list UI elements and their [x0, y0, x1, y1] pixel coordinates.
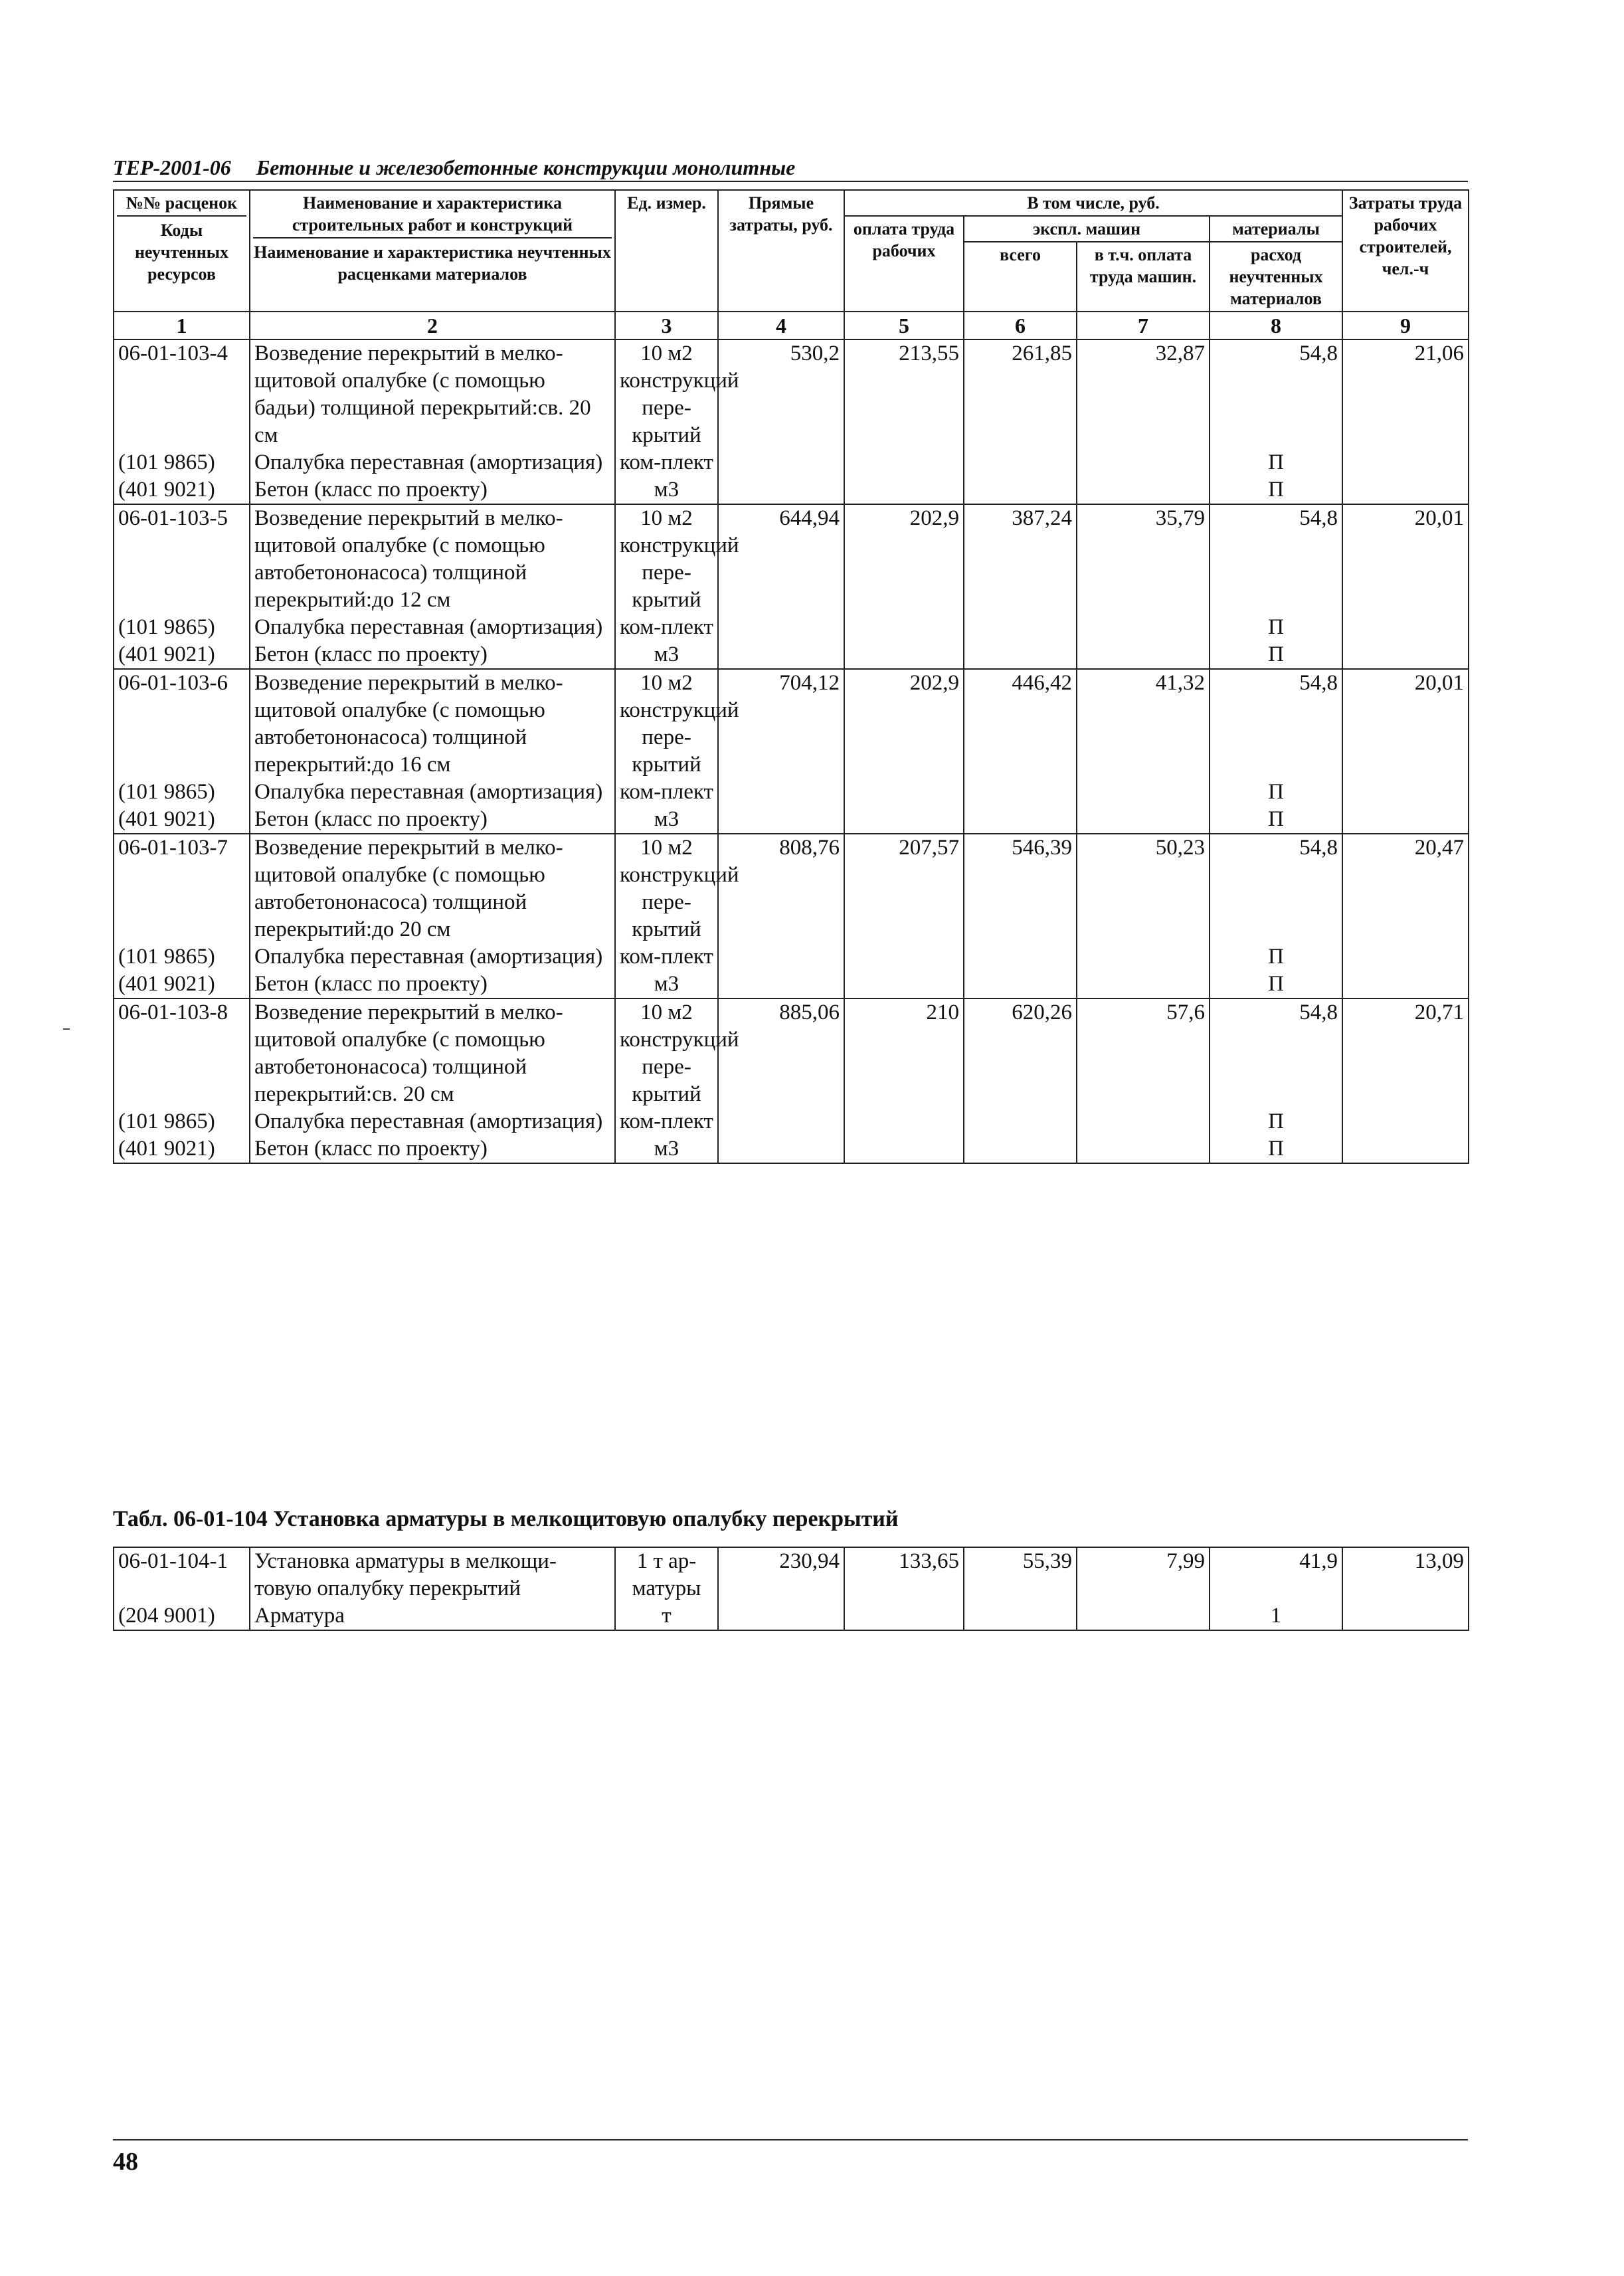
- rate-code: 06-01-104-1: [114, 1547, 250, 1602]
- rate-code: (204 9001): [114, 1602, 250, 1630]
- rate-name: Бетон (класс по проекту): [250, 806, 615, 834]
- machines-labor: [1077, 1135, 1210, 1163]
- rate-name: Возведение перекрытий в мелко-щитовой опалубке (с помощью бадьи) толщиной перекрытий:св. 20 см: [250, 339, 615, 449]
- unit-cell: 1 т ар-матуры: [615, 1547, 718, 1602]
- machines-labor: 41,32: [1077, 669, 1210, 779]
- resource-row: [114, 806, 1469, 834]
- rate-code: 06-01-103-8: [114, 998, 250, 1108]
- labor-pay: 202,9: [844, 669, 964, 779]
- column-number: 1: [114, 312, 250, 339]
- resource-row: [114, 476, 1469, 504]
- materials-cell: П: [1210, 1135, 1342, 1163]
- materials-cell: 54,8: [1210, 339, 1342, 449]
- column-machines-total: всего: [964, 242, 1077, 312]
- table-104: [113, 1547, 1469, 1631]
- machines-labor: 7,99: [1077, 1547, 1210, 1602]
- labor-cost: [1342, 1135, 1469, 1163]
- labor-pay: [844, 806, 964, 834]
- unit-cell: м3: [615, 476, 718, 504]
- labor-cost: 20,47: [1342, 834, 1469, 943]
- machines-total: [964, 779, 1077, 806]
- machines-total: [964, 614, 1077, 641]
- labor-pay: 213,55: [844, 339, 964, 449]
- materials-name-header: Наименование и характеристика неучтенных расценками материалов: [254, 242, 611, 284]
- direct-costs: 704,12: [718, 669, 844, 779]
- materials-cell: 54,8: [1210, 998, 1342, 1108]
- labor-pay: [844, 476, 964, 504]
- direct-costs: [718, 614, 844, 641]
- labor-cost: 20,71: [1342, 998, 1469, 1108]
- labor-cost: [1342, 614, 1469, 641]
- machines-labor: [1077, 614, 1210, 641]
- materials-cell: П: [1210, 614, 1342, 641]
- unit-cell: 10 м2 конструкций пере-крытий: [615, 669, 718, 779]
- labor-pay: 202,9: [844, 504, 964, 614]
- column-machines-labor: в т.ч. оплата труда машин.: [1077, 242, 1210, 312]
- rate-name: Возведение перекрытий в мелко-щитовой опалубке (с помощью автобетононасоса) толщиной перекрытий:до 16 см: [250, 669, 615, 779]
- machines-labor: 32,87: [1077, 339, 1210, 449]
- resource-row: [114, 971, 1469, 998]
- unit-cell: 10 м2 конструкций пере-крытий: [615, 339, 718, 449]
- labor-cost: [1342, 943, 1469, 971]
- rate-code: (101 9865): [114, 1108, 250, 1135]
- rate-name: Бетон (класс по проекту): [250, 476, 615, 504]
- labor-cost: 21,06: [1342, 339, 1469, 449]
- column-incl: В том числе, руб.: [844, 190, 1342, 216]
- rate-code: (401 9021): [114, 476, 250, 504]
- materials-cell: 41,9: [1210, 1547, 1342, 1602]
- machines-total: [964, 476, 1077, 504]
- materials-cell: 54,8: [1210, 834, 1342, 943]
- rates-table: [113, 189, 1469, 1164]
- machines-total: 261,85: [964, 339, 1077, 449]
- rate-name: Опалубка переставная (амортизация): [250, 614, 615, 641]
- machines-labor: 57,6: [1077, 998, 1210, 1108]
- labor-cost: [1342, 1108, 1469, 1135]
- column-labor-pay: оплата труда рабочих: [844, 216, 964, 312]
- column-materials-unaccounted: расход неучтенных материалов: [1210, 242, 1342, 312]
- rate-row: [114, 339, 1469, 449]
- machines-labor: [1077, 806, 1210, 834]
- rate-code: 06-01-103-7: [114, 834, 250, 943]
- rate-name: Опалубка переставная (амортизация): [250, 1108, 615, 1135]
- labor-cost: [1342, 779, 1469, 806]
- rate-code: (101 9865): [114, 943, 250, 971]
- rate-row: [114, 504, 1469, 614]
- machines-labor: [1077, 1602, 1210, 1630]
- labor-cost: [1342, 641, 1469, 669]
- codes-header: Коды неучтенных ресурсов: [134, 221, 229, 284]
- direct-costs: 808,76: [718, 834, 844, 943]
- rate-name: Установка арматуры в мелкощи-товую опалубку перекрытий: [250, 1547, 615, 1602]
- direct-costs: [718, 971, 844, 998]
- resource-row: [114, 1602, 1469, 1630]
- labor-pay: [844, 1602, 964, 1630]
- machines-total: [964, 1135, 1077, 1163]
- rate-name: Опалубка переставная (амортизация): [250, 779, 615, 806]
- direct-costs: 230,94: [718, 1547, 844, 1602]
- column-names: [250, 190, 615, 312]
- unit-cell: 10 м2 конструкций пере-крытий: [615, 834, 718, 943]
- resource-row: [114, 1108, 1469, 1135]
- machines-total: [964, 943, 1077, 971]
- labor-pay: [844, 1108, 964, 1135]
- resource-row: [114, 1135, 1469, 1163]
- labor-cost: [1342, 476, 1469, 504]
- direct-costs: [718, 641, 844, 669]
- machines-labor: [1077, 449, 1210, 476]
- resource-row: [114, 641, 1469, 669]
- materials-cell: П: [1210, 971, 1342, 998]
- direct-costs: 885,06: [718, 998, 844, 1108]
- resource-row: [114, 449, 1469, 476]
- column-number: 6: [964, 312, 1077, 339]
- unit-cell: 10 м2 конструкций пере-крытий: [615, 504, 718, 614]
- rate-name: Возведение перекрытий в мелко-щитовой опалубке (с помощью автобетононасоса) толщиной перекрытий:св. 20 см: [250, 998, 615, 1108]
- column-direct: Прямые затраты, руб.: [718, 190, 844, 312]
- rate-code: (101 9865): [114, 449, 250, 476]
- column-rates: [114, 190, 250, 312]
- labor-pay: 133,65: [844, 1547, 964, 1602]
- machines-labor: [1077, 476, 1210, 504]
- unit-cell: ком-плект: [615, 449, 718, 476]
- rate-name: Арматура: [250, 1602, 615, 1630]
- labor-pay: [844, 641, 964, 669]
- document-section-title: Бетонные и железобетонные конструкции монолитные: [256, 155, 796, 179]
- direct-costs: [718, 943, 844, 971]
- column-number: 3: [615, 312, 718, 339]
- column-labor-cost: Затраты труда рабочих строителей, чел.-ч: [1342, 190, 1469, 312]
- unit-cell: м3: [615, 971, 718, 998]
- rate-code: 06-01-103-6: [114, 669, 250, 779]
- machines-labor: [1077, 1108, 1210, 1135]
- machines-labor: 35,79: [1077, 504, 1210, 614]
- footer-rule: [113, 2139, 1468, 2140]
- labor-cost: 13,09: [1342, 1547, 1469, 1602]
- materials-cell: П: [1210, 641, 1342, 669]
- unit-cell: ком-плект: [615, 614, 718, 641]
- rate-code: 06-01-103-5: [114, 504, 250, 614]
- direct-costs: [718, 779, 844, 806]
- rate-row: [114, 1547, 1469, 1602]
- page-header: [113, 154, 1468, 182]
- margin-mark: [63, 1028, 70, 1030]
- materials-cell: П: [1210, 943, 1342, 971]
- materials-cell: 54,8: [1210, 669, 1342, 779]
- machines-total: [964, 1602, 1077, 1630]
- machines-labor: [1077, 943, 1210, 971]
- unit-cell: т: [615, 1602, 718, 1630]
- machines-labor: [1077, 779, 1210, 806]
- labor-cost: 20,01: [1342, 504, 1469, 614]
- labor-pay: [844, 1135, 964, 1163]
- rate-name: Бетон (класс по проекту): [250, 1135, 615, 1163]
- rate-code: (401 9021): [114, 641, 250, 669]
- rates-header: №№ расценок: [117, 192, 246, 217]
- labor-pay: [844, 449, 964, 476]
- machines-total: [964, 641, 1077, 669]
- machines-total: 546,39: [964, 834, 1077, 943]
- direct-costs: [718, 1135, 844, 1163]
- rate-code: (101 9865): [114, 779, 250, 806]
- rate-name: Опалубка переставная (амортизация): [250, 943, 615, 971]
- labor-pay: [844, 971, 964, 998]
- labor-cost: [1342, 971, 1469, 998]
- unit-cell: м3: [615, 1135, 718, 1163]
- rate-name: Возведение перекрытий в мелко-щитовой опалубке (с помощью автобетононасоса) толщиной перекрытий:до 20 см: [250, 834, 615, 943]
- direct-costs: [718, 476, 844, 504]
- rate-code: (401 9021): [114, 806, 250, 834]
- rate-code: (401 9021): [114, 1135, 250, 1163]
- materials-cell: П: [1210, 779, 1342, 806]
- column-materials: материалы: [1210, 216, 1342, 242]
- machines-labor: [1077, 971, 1210, 998]
- labor-pay: 207,57: [844, 834, 964, 943]
- rate-name: Возведение перекрытий в мелко-щитовой опалубке (с помощью автобетононасоса) толщиной перекрытий:до 12 см: [250, 504, 615, 614]
- labor-cost: [1342, 806, 1469, 834]
- machines-labor: [1077, 641, 1210, 669]
- column-number: 7: [1077, 312, 1210, 339]
- resource-row: [114, 614, 1469, 641]
- unit-cell: м3: [615, 806, 718, 834]
- rate-name: Бетон (класс по проекту): [250, 641, 615, 669]
- unit-cell: ком-плект: [615, 943, 718, 971]
- materials-cell: 54,8: [1210, 504, 1342, 614]
- rate-code: (101 9865): [114, 614, 250, 641]
- machines-total: 387,24: [964, 504, 1077, 614]
- machines-total: 446,42: [964, 669, 1077, 779]
- machines-total: 620,26: [964, 998, 1077, 1108]
- direct-costs: [718, 449, 844, 476]
- unit-cell: ком-плект: [615, 1108, 718, 1135]
- materials-cell: П: [1210, 449, 1342, 476]
- unit-cell: м3: [615, 641, 718, 669]
- labor-pay: 210: [844, 998, 964, 1108]
- labor-pay: [844, 779, 964, 806]
- machines-total: [964, 806, 1077, 834]
- direct-costs: [718, 1602, 844, 1630]
- machines-labor: 50,23: [1077, 834, 1210, 943]
- column-machines: экспл. машин: [964, 216, 1210, 242]
- column-number: 2: [250, 312, 615, 339]
- column-number: 4: [718, 312, 844, 339]
- page-number: 48: [113, 2148, 138, 2176]
- machines-total: 55,39: [964, 1547, 1077, 1602]
- labor-cost: [1342, 1602, 1469, 1630]
- table-104-title: Табл. 06-01-104 Установка арматуры в мелкощитовую опалубку перекрытий: [113, 1507, 899, 1531]
- materials-cell: П: [1210, 476, 1342, 504]
- rate-code: 06-01-103-4: [114, 339, 250, 449]
- rate-row: [114, 998, 1469, 1108]
- resource-row: [114, 779, 1469, 806]
- rate-name: Опалубка переставная (амортизация): [250, 449, 615, 476]
- labor-cost: [1342, 449, 1469, 476]
- rate-row: [114, 834, 1469, 943]
- machines-total: [964, 1108, 1077, 1135]
- document-code: ТЕР-2001-06: [113, 155, 231, 179]
- column-unit: Ед. измер.: [615, 190, 718, 312]
- resource-row: [114, 943, 1469, 971]
- rate-code: (401 9021): [114, 971, 250, 998]
- machines-total: [964, 449, 1077, 476]
- direct-costs: [718, 1108, 844, 1135]
- labor-cost: 20,01: [1342, 669, 1469, 779]
- unit-cell: 10 м2 конструкций пере-крытий: [615, 998, 718, 1108]
- column-number: 5: [844, 312, 964, 339]
- unit-cell: ком-плект: [615, 779, 718, 806]
- work-name-header: Наименование и характеристика строительных работ и конструкций: [253, 192, 612, 238]
- rate-name: Бетон (класс по проекту): [250, 971, 615, 998]
- rate-row: [114, 669, 1469, 779]
- direct-costs: 644,94: [718, 504, 844, 614]
- direct-costs: 530,2: [718, 339, 844, 449]
- direct-costs: [718, 806, 844, 834]
- materials-cell: П: [1210, 1108, 1342, 1135]
- materials-cell: 1: [1210, 1602, 1342, 1630]
- materials-cell: П: [1210, 806, 1342, 834]
- labor-pay: [844, 614, 964, 641]
- column-number: 9: [1342, 312, 1469, 339]
- column-number: 8: [1210, 312, 1342, 339]
- labor-pay: [844, 943, 964, 971]
- machines-total: [964, 971, 1077, 998]
